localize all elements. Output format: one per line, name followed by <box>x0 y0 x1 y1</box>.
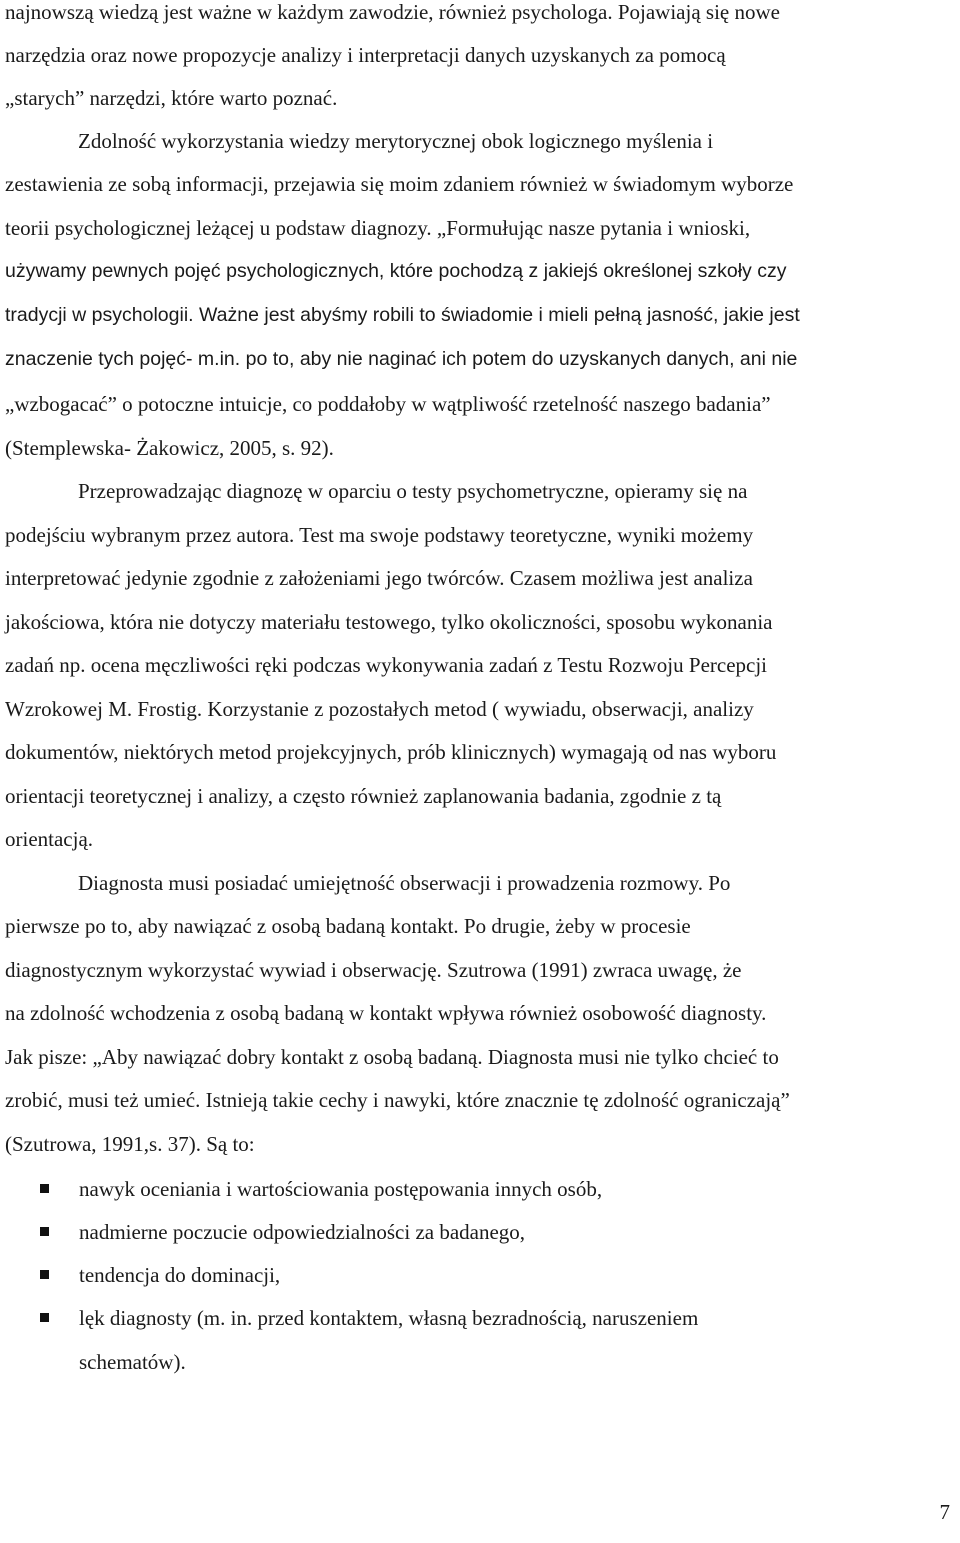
text-line: diagnostycznym wykorzystać wywiad i obserwację. Szutrowa (1991) zwraca uwagę, że <box>5 958 742 982</box>
text-line: orientacji teoretycznej i analizy, a często również zaplanowania badania, zgodnie z tą <box>5 784 722 808</box>
square-bullet-icon <box>40 1313 49 1322</box>
text-line: teorii psychologicznej leżącej u podstaw diagnozy. „Formułując nasze pytania i wnioski, <box>5 216 751 240</box>
quote-line: tradycji w psychologii. Ważne jest abyśmy robili to świadomie i mieli pełną jasność, jakie jest <box>5 304 800 326</box>
quote-line: znaczenie tych pojęć- m.in. po to, aby nie naginać ich potem do uzyskanych danych, ani nie <box>5 348 798 370</box>
text-line: najnowszą wiedzą jest ważne w każdym zawodzie, również psychologa. Pojawiają się nowe <box>5 0 780 24</box>
square-bullet-icon <box>40 1184 49 1193</box>
list-item-continuation: schematów). <box>79 1350 186 1374</box>
paragraph-first-line: Diagnosta musi posiadać umiejętność obserwacji i prowadzenia rozmowy. Po <box>78 871 731 895</box>
text-line: na zdolność wchodzenia z osobą badaną w kontakt wpływa również osobowość diagnosty. <box>5 1001 767 1025</box>
paragraph-first-line: Zdolność wykorzystania wiedzy merytorycznej obok logicznego myślenia i <box>78 129 714 153</box>
text-line: pierwsze po to, aby nawiązać z osobą badaną kontakt. Po drugie, żeby w procesie <box>5 914 691 938</box>
text-line: podejściu wybranym przez autora. Test ma swoje podstawy teoretyczne, wyniki możemy <box>5 523 754 547</box>
square-bullet-icon <box>40 1227 49 1236</box>
text-line: zrobić, musi też umieć. Istnieją takie cechy i nawyki, które znacznie tę zdolność ograniczają” <box>5 1088 790 1112</box>
paragraph-first-line: Przeprowadzając diagnozę w oparciu o testy psychometryczne, opieramy się na <box>78 479 748 503</box>
text-line: „wzbogacać” o potoczne intuicje, co poddałoby w wątpliwość rzetelność naszego badania” <box>5 392 771 416</box>
text-line: interpretować jedynie zgodnie z założeniami jego twórców. Czasem możliwa jest analiza <box>5 566 753 590</box>
text-line: dokumentów, niektórych metod projekcyjnych, prób klinicznych) wymagają od nas wyboru <box>5 740 777 764</box>
text-line: „starych” narzędzi, które warto poznać. <box>5 86 338 110</box>
text-line: Jak pisze: „Aby nawiązać dobry kontakt z osobą badaną. Diagnosta musi nie tylko chcieć to <box>5 1045 779 1069</box>
text-line: zadań np. ocena męczliwości ręki podczas wykonywania zadań z Testu Rozwoju Percepcji <box>5 653 768 677</box>
text-line: narzędzia oraz nowe propozycje analizy i interpretacji danych uzyskanych za pomocą <box>5 43 726 67</box>
page-number: 7 <box>939 1500 950 1524</box>
list-item: tendencja do dominacji, <box>79 1263 281 1287</box>
citation-line: (Stemplewska- Żakowicz, 2005, s. 92). <box>5 436 334 460</box>
text-line: zestawienia ze sobą informacji, przejawia się moim zdaniem również w świadomym wyborze <box>5 172 794 196</box>
list-item: lęk diagnosty (m. in. przed kontaktem, własną bezradnością, naruszeniem <box>79 1306 699 1330</box>
list-item: nawyk oceniania i wartościowania postępowania innych osób, <box>79 1177 603 1201</box>
text-line: Wzrokowej M. Frostig. Korzystanie z pozostałych metod ( wywiadu, obserwacji, analizy <box>5 697 754 721</box>
text-line: jakościowa, która nie dotyczy materiału testowego, tylko okoliczności, sposobu wykonania <box>5 610 773 634</box>
text-line: (Szutrowa, 1991,s. 37). Są to: <box>5 1132 255 1156</box>
list-item: nadmierne poczucie odpowiedzialności za badanego, <box>79 1220 526 1244</box>
quote-line: używamy pewnych pojęć psychologicznych, które pochodzą z jakiejś określonej szkoły czy <box>5 260 787 282</box>
text-line: orientacją. <box>5 827 94 851</box>
square-bullet-icon <box>40 1270 49 1279</box>
